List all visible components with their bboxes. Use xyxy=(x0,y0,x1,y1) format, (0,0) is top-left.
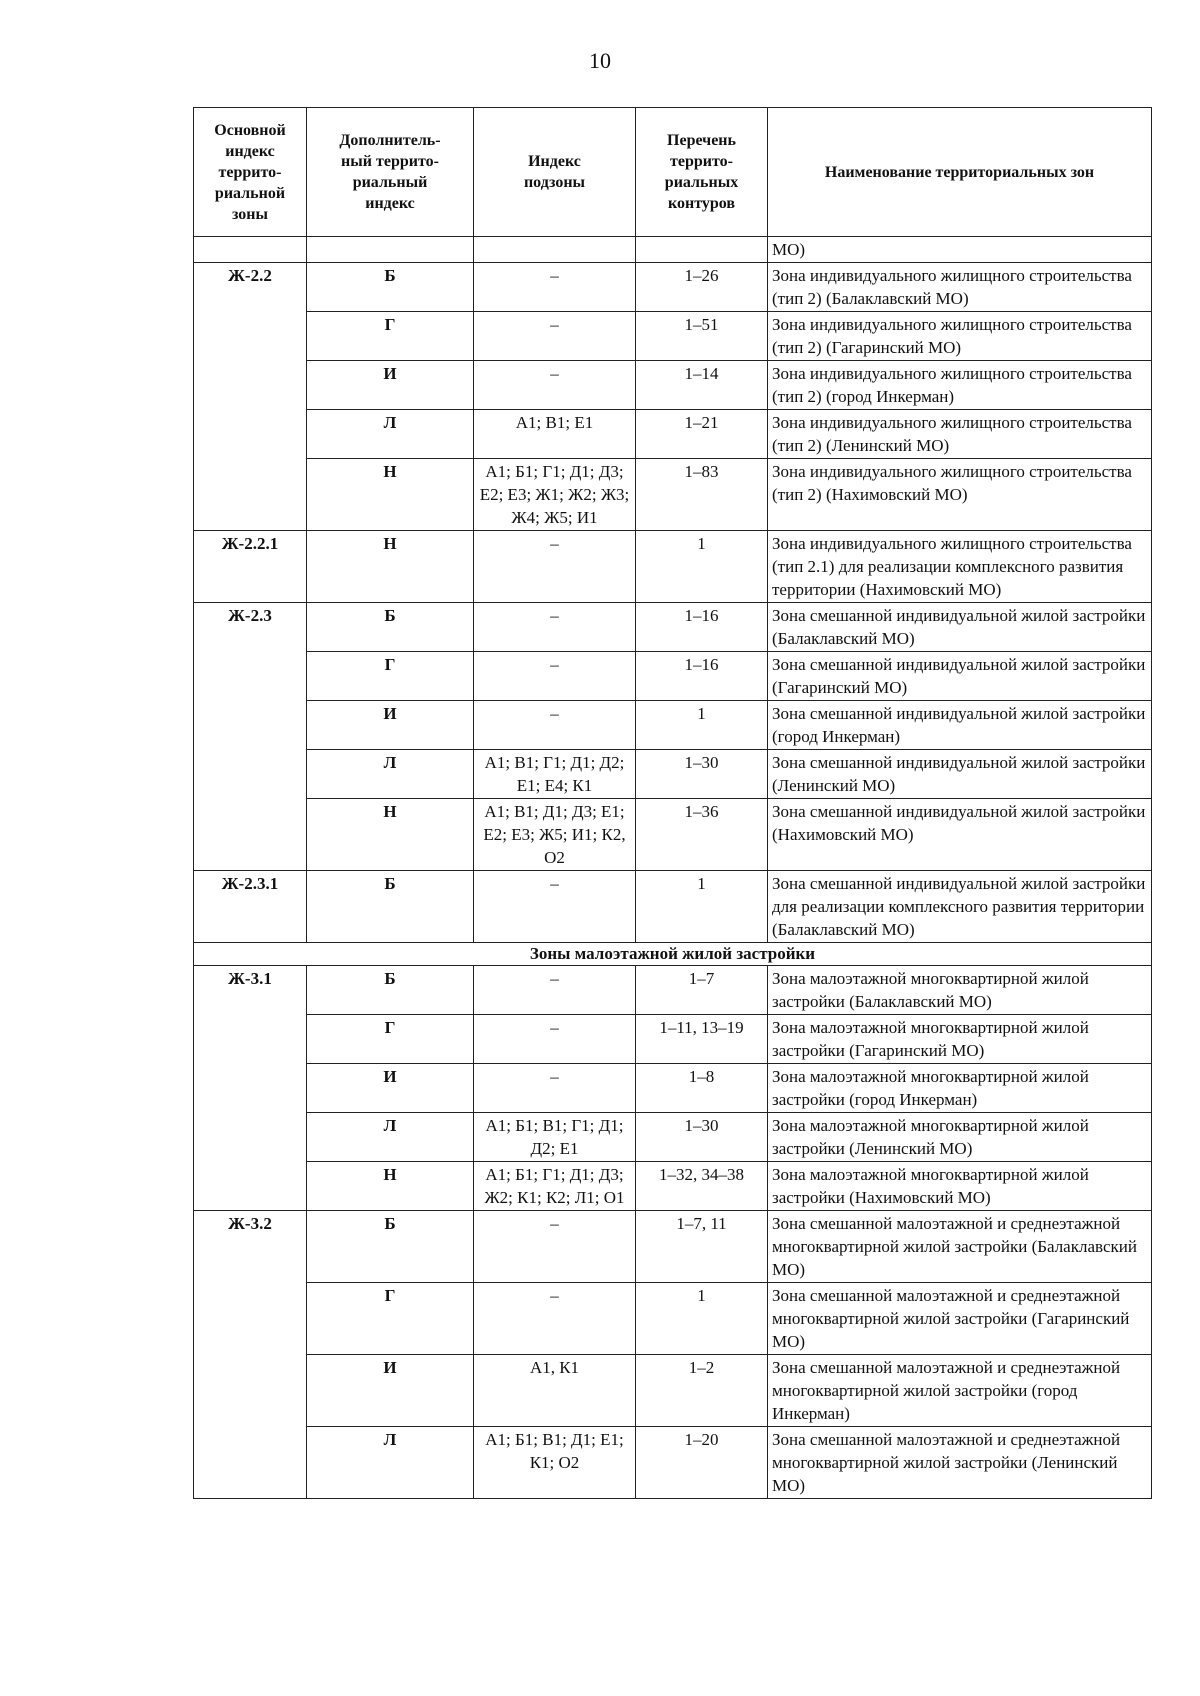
subzone-index-cell: А1; В1; Д1; Д3; Е1; Е2; Е3; Ж5; И1; К2, О2 xyxy=(474,799,636,871)
header-line: Перечень xyxy=(667,132,736,149)
table-row xyxy=(194,459,1152,531)
main-index-cell: Ж-2.3 xyxy=(194,603,307,871)
additional-index-cell: И xyxy=(307,1064,474,1113)
header-main-index xyxy=(194,108,307,237)
header-line: Индекс xyxy=(528,153,581,170)
zone-name-cell: Зона индивидуального жилищного строительства (тип 2) (Ленинский МО) xyxy=(768,410,1152,459)
additional-index-cell: Л xyxy=(307,750,474,799)
subzone-index-cell: – xyxy=(474,603,636,652)
table-row xyxy=(194,1162,1152,1211)
additional-index-cell: Н xyxy=(307,1162,474,1211)
header-line: риальный xyxy=(352,174,428,191)
contours-cell: 1–51 xyxy=(636,312,768,361)
contours-cell: 1 xyxy=(636,701,768,750)
header-additional-index xyxy=(307,108,474,237)
additional-index-cell: Б xyxy=(307,871,474,943)
additional-index-cell: Б xyxy=(307,1211,474,1283)
table-row xyxy=(194,1211,1152,1283)
contours-cell: 1–20 xyxy=(636,1427,768,1499)
table-row xyxy=(194,1015,1152,1064)
contours-cell: 1 xyxy=(636,1283,768,1355)
zone-name-cell: Зона индивидуального жилищного строительства (тип 2) (Балаклавский МО) xyxy=(768,263,1152,312)
zone-name-cell: Зона смешанной малоэтажной и среднеэтажной многоквартирной жилой застройки (Балаклавский МО) xyxy=(768,1211,1152,1283)
subzone-index-cell: – xyxy=(474,531,636,603)
zone-name-cell: Зона смешанной индивидуальной жилой застройки (город Инкерман) xyxy=(768,701,1152,750)
header-line: Наименование территориальных зон xyxy=(824,163,1095,181)
table-row xyxy=(194,652,1152,701)
contours-cell: 1–32, 34–38 xyxy=(636,1162,768,1211)
additional-index-cell: Г xyxy=(307,652,474,701)
contours-cell: 1–83 xyxy=(636,459,768,531)
header-line: террито- xyxy=(218,163,282,181)
continuation-main xyxy=(194,237,307,263)
main-index-cell: Ж-2.2 xyxy=(194,263,307,531)
zone-name-cell: Зона индивидуального жилищного строительства (тип 2) (Гагаринский МО) xyxy=(768,312,1152,361)
subzone-index-cell: – xyxy=(474,652,636,701)
table-row xyxy=(194,263,1152,312)
header-line: ный террито- xyxy=(341,153,439,170)
header-line: контуров xyxy=(667,195,735,212)
contours-cell: 1–30 xyxy=(636,750,768,799)
header-line: террито- xyxy=(670,153,733,170)
subzone-index-cell: – xyxy=(474,1283,636,1355)
subzone-index-cell: – xyxy=(474,966,636,1015)
subzone-index-cell: – xyxy=(474,312,636,361)
zone-name-cell: Зона малоэтажной многоквартирной жилой застройки (Гагаринский МО) xyxy=(768,1015,1152,1064)
contours-cell: 1–16 xyxy=(636,652,768,701)
header-line: зоны xyxy=(231,205,269,223)
zones-table xyxy=(193,107,1152,1499)
additional-index-cell: Л xyxy=(307,1113,474,1162)
main-index-cell: Ж-3.1 xyxy=(194,966,307,1211)
additional-index-cell: Г xyxy=(307,312,474,361)
subzone-index-cell: А1; Б1; В1; Г1; Д1; Д2; Е1 xyxy=(474,1113,636,1162)
contours-cell: 1–36 xyxy=(636,799,768,871)
zone-name-cell: Зона малоэтажной многоквартирной жилой застройки (город Инкерман) xyxy=(768,1064,1152,1113)
additional-index-cell: Б xyxy=(307,603,474,652)
header-row xyxy=(194,108,1152,237)
additional-index-cell: Н xyxy=(307,459,474,531)
header-line: риальных xyxy=(664,174,739,191)
table-body xyxy=(194,237,1152,1499)
header-subzone-index xyxy=(474,108,636,237)
zone-name-cell: Зона смешанной индивидуальной жилой застройки (Гагаринский МО) xyxy=(768,652,1152,701)
table-row xyxy=(194,966,1152,1015)
header-contours xyxy=(636,108,768,237)
subzone-index-cell: – xyxy=(474,361,636,410)
subzone-index-cell: – xyxy=(474,1064,636,1113)
section-title: Зоны малоэтажной жилой застройки xyxy=(194,943,1152,966)
table-row xyxy=(194,1355,1152,1427)
page-number: 10 xyxy=(589,48,611,73)
subzone-index-cell: – xyxy=(474,1211,636,1283)
table-row xyxy=(194,871,1152,943)
table-row xyxy=(194,603,1152,652)
contours-cell: 1–7 xyxy=(636,966,768,1015)
zone-name-cell: Зона индивидуального жилищного строительства (тип 2) (Нахимовский МО) xyxy=(768,459,1152,531)
subzone-index-cell: – xyxy=(474,1015,636,1064)
zone-name-cell: Зона смешанной индивидуальной жилой застройки (Нахимовский МО) xyxy=(768,799,1152,871)
contours-cell: 1–16 xyxy=(636,603,768,652)
continuation-name: МО) xyxy=(768,237,1152,263)
contours-cell: 1–11, 13–19 xyxy=(636,1015,768,1064)
additional-index-cell: Л xyxy=(307,410,474,459)
additional-index-cell: И xyxy=(307,1355,474,1427)
table-row xyxy=(194,410,1152,459)
table-row xyxy=(194,1283,1152,1355)
zone-name-cell: Зона смешанной индивидуальной жилой застройки (Балаклавский МО) xyxy=(768,603,1152,652)
zone-name-cell: Зона малоэтажной многоквартирной жилой застройки (Ленинский МО) xyxy=(768,1113,1152,1162)
subzone-index-cell: – xyxy=(474,701,636,750)
table-row xyxy=(194,312,1152,361)
contours-cell: 1–7, 11 xyxy=(636,1211,768,1283)
table-row xyxy=(194,701,1152,750)
contours-cell: 1–30 xyxy=(636,1113,768,1162)
main-index-cell: Ж-2.2.1 xyxy=(194,531,307,603)
header-line: Основной xyxy=(214,121,286,139)
zone-name-cell: Зона смешанной малоэтажной и среднеэтажной многоквартирной жилой застройки (Гагаринский МО) xyxy=(768,1283,1152,1355)
contours-cell: 1–8 xyxy=(636,1064,768,1113)
subzone-index-cell: – xyxy=(474,871,636,943)
additional-index-cell: Н xyxy=(307,799,474,871)
header-line: Дополнитель- xyxy=(339,132,441,149)
zone-name-cell: Зона смешанной малоэтажной и среднеэтажной многоквартирной жилой застройки (Ленинский МО) xyxy=(768,1427,1152,1499)
continuation-row xyxy=(194,237,1152,263)
additional-index-cell: Л xyxy=(307,1427,474,1499)
header-line: подзоны xyxy=(523,174,586,191)
zone-name-cell: Зона индивидуального жилищного строительства (тип 2.1) для реализации комплексного развития территории (Нахимовский МО) xyxy=(768,531,1152,603)
contours-cell: 1–2 xyxy=(636,1355,768,1427)
header-line: индекс xyxy=(225,142,275,160)
zone-name-cell: Зона малоэтажной многоквартирной жилой застройки (Нахимовский МО) xyxy=(768,1162,1152,1211)
continuation-add xyxy=(307,237,474,263)
header-zone-name xyxy=(768,108,1152,237)
contours-cell: 1–21 xyxy=(636,410,768,459)
zone-name-cell: Зона смешанной индивидуальной жилой застройки для реализации комплексного развития территории (Балаклавский МО) xyxy=(768,871,1152,943)
table-row xyxy=(194,1064,1152,1113)
additional-index-cell: Н xyxy=(307,531,474,603)
subzone-index-cell: А1; Б1; Г1; Д1; Д3; Ж2; К1; К2; Л1; О1 xyxy=(474,1162,636,1211)
additional-index-cell: Б xyxy=(307,966,474,1015)
table-row xyxy=(194,361,1152,410)
section-row xyxy=(194,943,1152,966)
contours-cell: 1–14 xyxy=(636,361,768,410)
header-line: индекс xyxy=(365,195,415,212)
subzone-index-cell: А1, К1 xyxy=(474,1355,636,1427)
zone-name-cell: Зона индивидуального жилищного строительства (тип 2) (город Инкерман) xyxy=(768,361,1152,410)
table-row xyxy=(194,1113,1152,1162)
header-line: риальной xyxy=(214,184,286,202)
table-row xyxy=(194,750,1152,799)
contours-cell: 1 xyxy=(636,531,768,603)
main-index-cell: Ж-3.2 xyxy=(194,1211,307,1499)
contours-cell: 1 xyxy=(636,871,768,943)
contours-cell: 1–26 xyxy=(636,263,768,312)
additional-index-cell: И xyxy=(307,701,474,750)
subzone-index-cell: – xyxy=(474,263,636,312)
main-index-cell: Ж-2.3.1 xyxy=(194,871,307,943)
table-row xyxy=(194,1427,1152,1499)
table-row xyxy=(194,531,1152,603)
additional-index-cell: И xyxy=(307,361,474,410)
table-row xyxy=(194,799,1152,871)
zone-name-cell: Зона смешанной индивидуальной жилой застройки (Ленинский МО) xyxy=(768,750,1152,799)
zone-name-cell: Зона малоэтажной многоквартирной жилой застройки (Балаклавский МО) xyxy=(768,966,1152,1015)
subzone-index-cell: А1; В1; Г1; Д1; Д2; Е1; Е4; К1 xyxy=(474,750,636,799)
additional-index-cell: Г xyxy=(307,1283,474,1355)
zone-name-cell: Зона смешанной малоэтажной и среднеэтажной многоквартирной жилой застройки (город Инкерман) xyxy=(768,1355,1152,1427)
additional-index-cell: Б xyxy=(307,263,474,312)
continuation-cont xyxy=(636,237,768,263)
continuation-sub xyxy=(474,237,636,263)
additional-index-cell: Г xyxy=(307,1015,474,1064)
subzone-index-cell: А1; Б1; В1; Д1; Е1; К1; О2 xyxy=(474,1427,636,1499)
subzone-index-cell: А1; В1; Е1 xyxy=(474,410,636,459)
subzone-index-cell: А1; Б1; Г1; Д1; Д3; Е2; Е3; Ж1; Ж2; Ж3; Ж4; Ж5; И1 xyxy=(474,459,636,531)
